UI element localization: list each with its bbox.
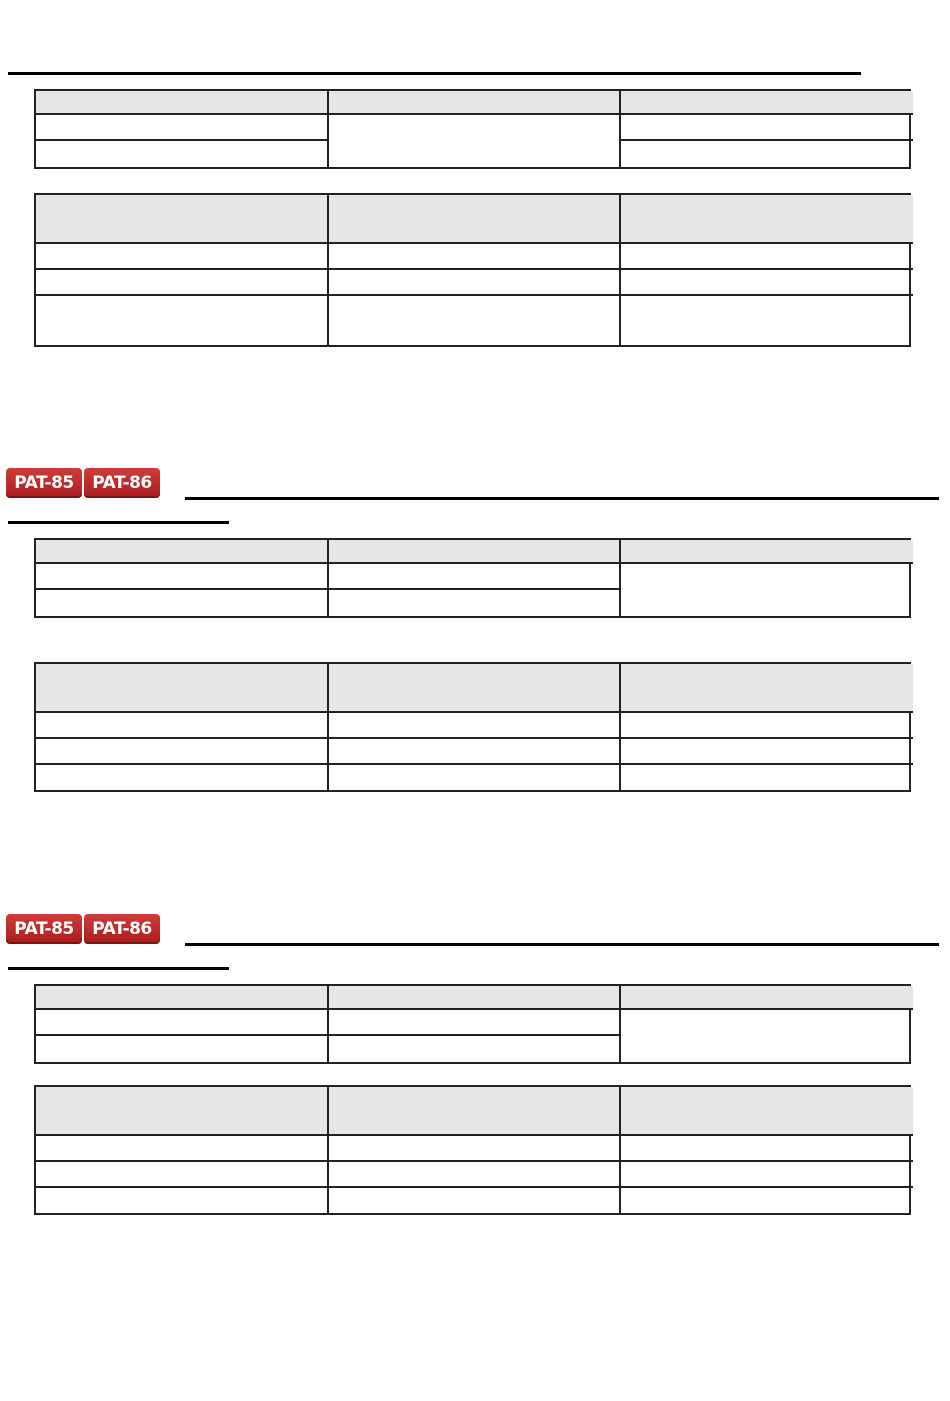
model-badge: PAT-85 xyxy=(6,914,82,944)
table-cell xyxy=(329,270,621,296)
header-cell xyxy=(36,540,329,564)
section-2-subrule xyxy=(8,521,229,524)
header-cell xyxy=(621,986,913,1010)
section-2-table-b xyxy=(34,662,911,792)
section-1-table-a xyxy=(34,89,911,169)
header-cell xyxy=(36,1087,329,1136)
table-cell xyxy=(621,270,913,296)
table-cell xyxy=(36,115,329,141)
merged-cell xyxy=(621,564,913,616)
section-2-rule xyxy=(185,497,939,500)
table-cell xyxy=(621,713,913,739)
section-3-table-a xyxy=(34,984,911,1064)
header-cell xyxy=(621,91,913,115)
table-cell xyxy=(329,244,621,270)
table-cell xyxy=(36,1162,329,1188)
table-cell xyxy=(621,765,913,790)
table-cell xyxy=(621,141,913,167)
table-cell xyxy=(36,1136,329,1162)
table-cell xyxy=(329,739,621,765)
table-cell xyxy=(621,739,913,765)
table-cell xyxy=(621,1162,913,1188)
section-3-subrule xyxy=(8,967,229,970)
table-cell xyxy=(329,765,621,790)
table-cell xyxy=(621,1136,913,1162)
header-cell xyxy=(621,1087,913,1136)
table-cell xyxy=(329,1036,621,1062)
header-cell xyxy=(621,664,913,713)
header-cell xyxy=(36,664,329,713)
header-cell xyxy=(329,986,621,1010)
table-cell xyxy=(329,1136,621,1162)
table-cell xyxy=(36,739,329,765)
header-cell xyxy=(36,195,329,244)
table-cell xyxy=(36,713,329,739)
table-cell xyxy=(36,1036,329,1062)
table-cell xyxy=(329,1188,621,1213)
section-3-badges xyxy=(6,914,160,944)
table-cell xyxy=(36,1010,329,1036)
table-cell xyxy=(36,244,329,270)
merged-cell xyxy=(621,1010,913,1062)
table-cell xyxy=(329,296,621,345)
merged-cell xyxy=(329,115,621,167)
section-3-rule xyxy=(185,943,939,946)
section-1-table-b xyxy=(34,193,911,347)
table-cell xyxy=(36,1188,329,1213)
table-cell xyxy=(329,1010,621,1036)
header-cell xyxy=(329,91,621,115)
model-badge: PAT-85 xyxy=(6,468,82,498)
header-cell xyxy=(329,195,621,244)
model-badge: PAT-86 xyxy=(84,914,160,944)
table-cell xyxy=(621,244,913,270)
table-cell xyxy=(36,296,329,345)
table-cell xyxy=(329,564,621,590)
header-cell xyxy=(329,1087,621,1136)
table-cell xyxy=(36,141,329,167)
section-2-badges xyxy=(6,468,160,498)
table-cell xyxy=(329,590,621,616)
section-2-table-a xyxy=(34,538,911,618)
section-1-rule xyxy=(8,72,861,75)
table-cell xyxy=(36,270,329,296)
header-cell xyxy=(36,91,329,115)
section-3-table-b xyxy=(34,1085,911,1215)
table-cell xyxy=(36,765,329,790)
table-cell xyxy=(36,564,329,590)
header-cell xyxy=(329,540,621,564)
table-cell xyxy=(329,713,621,739)
table-cell xyxy=(621,296,913,345)
table-cell xyxy=(621,1188,913,1213)
header-cell xyxy=(621,540,913,564)
table-cell xyxy=(329,1162,621,1188)
header-cell xyxy=(36,986,329,1010)
header-cell xyxy=(621,195,913,244)
table-cell xyxy=(621,115,913,141)
model-badge: PAT-86 xyxy=(84,468,160,498)
header-cell xyxy=(329,664,621,713)
table-cell xyxy=(36,590,329,616)
